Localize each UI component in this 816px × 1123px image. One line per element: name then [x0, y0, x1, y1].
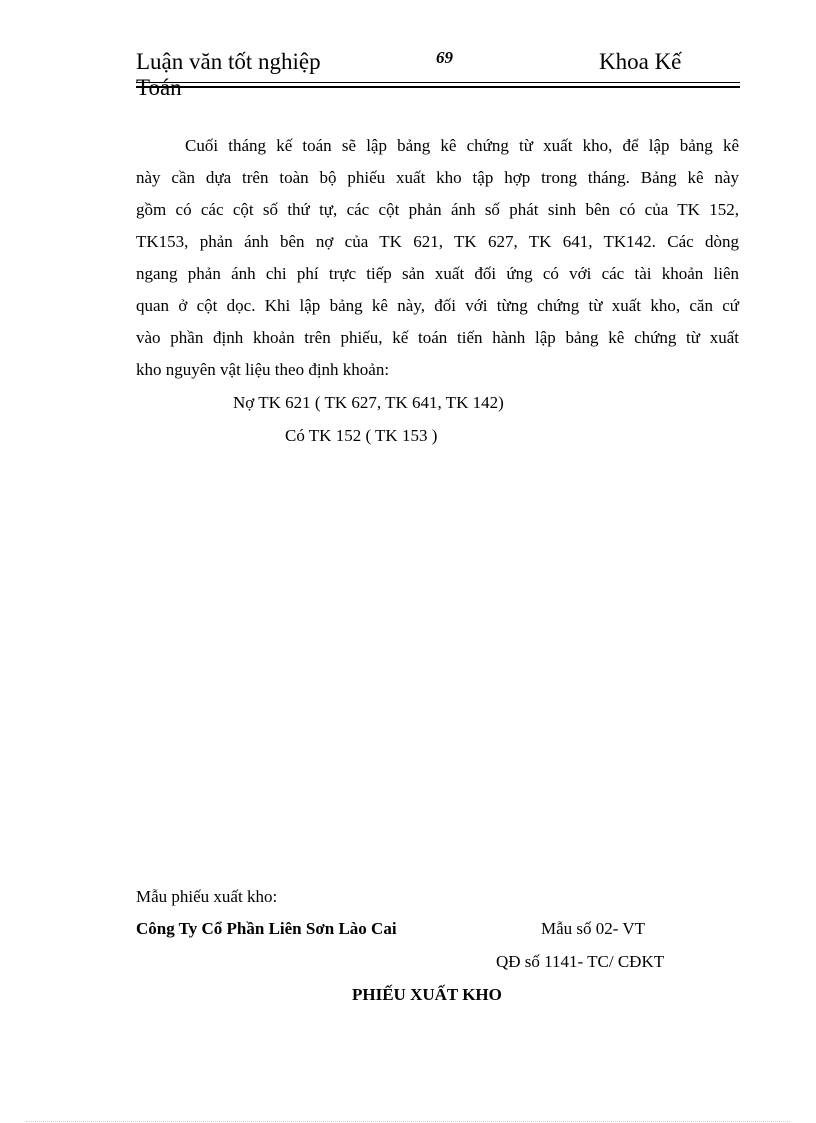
header-left-line2: Toán — [136, 75, 182, 100]
form-title: PHIẾU XUẤT KHO — [352, 985, 502, 1004]
journal-entry-debit: Nợ TK 621 ( TK 627, TK 641, TK 142) — [233, 393, 504, 412]
page-number: 69 — [436, 48, 453, 67]
decision-number: QĐ số 1141- TC/ CĐKT — [496, 952, 665, 971]
header-thesis-title — [136, 48, 321, 102]
page-bottom-border — [26, 1121, 790, 1122]
paragraph-line: Cuối tháng kế toán sẽ lập bảng kê chứng từ xuất kho, để lập bảng kê — [185, 136, 739, 155]
body-paragraph — [136, 130, 739, 386]
paragraph-line: ngang phản ánh chi phí trực tiếp sản xuất đối ứng có với các tài khoản liên — [136, 264, 739, 283]
header-rule-thin — [136, 82, 740, 83]
paragraph-line: vào phần định khoản trên phiếu, kế toán tiến hành lập bảng kê chứng từ xuất — [136, 328, 739, 347]
paragraph-line: gồm có các cột số thứ tự, các cột phản ánh số phát sinh bên có của TK 152, — [136, 200, 739, 219]
journal-entry-credit: Có TK 152 ( TK 153 ) — [285, 426, 438, 445]
paragraph-line: này cần dựa trên toàn bộ phiếu xuất kho tập hợp trong tháng. Bảng kê này — [136, 168, 739, 187]
form-code: Mẫu số 02- VT — [541, 919, 646, 938]
header-left-line1: Luận văn tốt nghiệp — [136, 49, 321, 74]
header-rule-thick — [136, 86, 740, 88]
paragraph-line: kho nguyên vật liệu theo định khoản: — [136, 360, 390, 379]
paragraph-line: TK153, phản ánh bên nợ của TK 621, TK 627, TK 641, TK142. Các dòng — [136, 232, 739, 251]
form-sample-label: Mẫu phiếu xuất kho: — [136, 887, 278, 906]
paragraph-line: quan ở cột dọc. Khi lập bảng kê này, đối với từng chứng từ xuất kho, căn cứ — [136, 296, 739, 315]
header-faculty: Khoa Kế — [599, 49, 682, 74]
company-name: Công Ty Cổ Phần Liên Sơn Lào Cai — [136, 919, 397, 938]
